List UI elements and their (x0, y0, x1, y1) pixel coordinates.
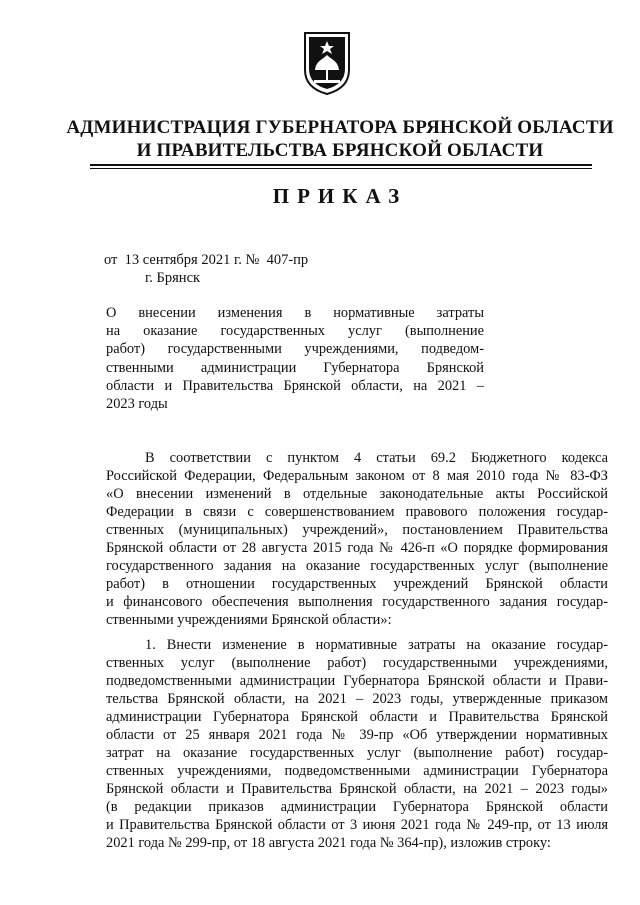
item-line: затрат на оказание государственных услуг (выполнение работ) государ- (106, 745, 608, 761)
body-line: «О внесении изменений в отдельные законодательные акты Российской (106, 486, 608, 502)
item-line: администрации Губернатора Брянской области и Правительства Брянской (106, 709, 608, 725)
body-line: Брянской области от 28 августа 2015 года № 426-п «О порядке формирования (106, 540, 608, 556)
subject-line: на оказание государственных услуг (выполнение (106, 323, 484, 339)
item-line: 1. Внести изменение в нормативные затраты на оказание государ- (145, 637, 608, 653)
body-line: ственных (муниципальных) учреждений», постановлением Правительства (106, 522, 608, 538)
header-rule (90, 164, 592, 166)
item-line: ственных услуг (выполнение работ) государственными учреждениями, (106, 655, 608, 671)
subject-line: области и Правительства Брянской области, на 2021 – (106, 378, 484, 394)
item-line: ственных учреждениями, подведомственными администрации Губернатора (106, 763, 608, 779)
document-date-number: от 13 сентября 2021 г. № 407-пр (104, 252, 309, 268)
subject-line: работ) государственными учреждениями, подведом- (106, 341, 484, 357)
body-line: Федерации в связи с совершенствованием правового положения государ- (106, 504, 608, 520)
item-line: и Правительства Брянской области от 3 июня 2021 года № 249-пр, от 13 июля (106, 817, 608, 833)
item-line: тельства Брянской области, на 2021 – 2023 годы, утвержденные приказом (106, 691, 608, 707)
body-line: Российской Федерации, Федеральным законом от 8 мая 2010 года № 83-ФЗ (106, 468, 608, 484)
subject-line: 2023 годы (106, 396, 168, 412)
body-line: и финансового обеспечения выполнения государственного задания государ- (106, 594, 608, 610)
body-line: государственного задания на оказание государственных услуг (выполнение (106, 558, 608, 574)
coat-of-arms-icon (302, 30, 352, 96)
item-line: Брянской области и Правительства Брянской области, на 2021 – 2023 годы» (106, 781, 608, 797)
subject-line: О внесении изменения в нормативные затраты (106, 305, 484, 321)
header-rule-thin (90, 168, 592, 169)
subject-line: ственными администрации Губернатора Брянской (106, 360, 484, 376)
body-line: ственными учреждениями Брянской области»: (106, 612, 392, 628)
body-line: В соответствии с пунктом 4 статьи 69.2 Бюджетного кодекса (145, 450, 608, 466)
document-type: ПРИКАЗ (272, 184, 408, 208)
org-title-line-2: И ПРАВИТЕЛЬСТВА БРЯНСКОЙ ОБЛАСТИ (136, 140, 544, 161)
item-line: (в редакции приказов администрации Губернатора Брянской области (106, 799, 608, 815)
document-city: г. Брянск (145, 270, 201, 286)
item-line: 2021 года № 299-пр, от 18 августа 2021 года № 364-пр), изложив строку: (106, 835, 551, 851)
item-line: подведомственными администрации Губернатора Брянской области и Прави- (106, 673, 608, 689)
org-title-line-1: АДМИНИСТРАЦИЯ ГУБЕРНАТОРА БРЯНСКОЙ ОБЛАСТИ (66, 117, 614, 138)
body-line: работ) в отношении государственных учреждений Брянской области (106, 576, 608, 592)
item-line: области от 25 января 2021 года № 39-пр «Об утверждении нормативных (106, 727, 608, 743)
